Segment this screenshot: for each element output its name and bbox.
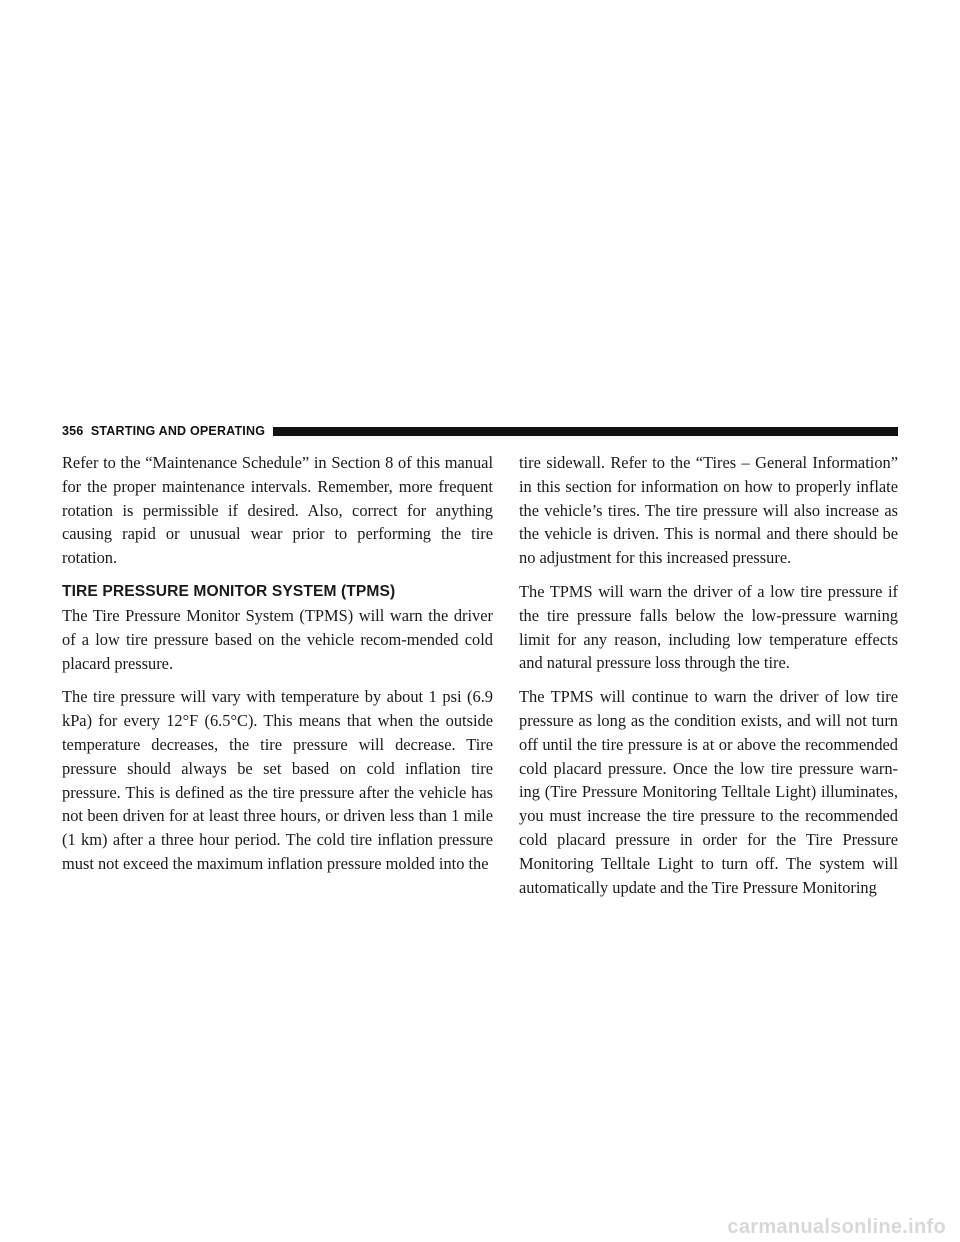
page-number: 356	[62, 424, 84, 438]
section-heading: TIRE PRESSURE MONITOR SYSTEM (TPMS)	[62, 582, 396, 600]
body-paragraph: The tire pressure will vary with temperature by about 1 psi (6.9 kPa) for every 12°F (6.5°C). This means that when the outside temperature decreases, the tire pressure will decrease. Tire pressure should always be set based on cold inflation tire pressure. This is defined as the tire pressure after the vehicle has not been driven for at least three hours, or driven less than 1 mile (1 km) after a three hour period. The cold tire inflation pressure must not exceed the maximum inflation pressure molded into the	[62, 687, 493, 873]
section-title: STARTING AND OPERATING	[90, 424, 266, 438]
watermark	[0, 1212, 960, 1242]
watermark-text: carmanualsonline.info	[727, 1215, 946, 1238]
body-paragraph: The TPMS will continue to warn the driver of low tire pressure as long as the condition exists, and will not turn off until the tire pressure is at or above the recommended cold placard pressure. Once the low tire pressure warn-ing (Tire Pressure Monitoring Telltale Light) illuminates, you must increase the tire pressure to the recommended cold placard pressure in order for the Tire Pressure Monitoring Telltale Light to turn off. The system will automatically update and the Tire Pressure Monitoring	[519, 687, 898, 897]
left-column	[62, 451, 493, 886]
header-rule	[273, 427, 898, 436]
page-header	[62, 424, 898, 438]
page-header-text	[62, 424, 273, 438]
body-paragraph: The Tire Pressure Monitor System (TPMS) will warn the driver of a low tire pressure based on the vehicle recom-mended cold placard pressure.	[62, 605, 493, 673]
body-paragraph: tire sidewall. Refer to the “Tires – General Information” in this section for information on how to properly inflate the vehicle’s tires. The tire pressure will also increase as the vehicle is driven. This is normal and there should be no adjustment for this increased pressure.	[519, 453, 898, 568]
body-paragraph: Refer to the “Maintenance Schedule” in Section 8 of this manual for the proper maintenance intervals. Remember, more frequent rotation is permissible if desired. Also, correct for anything causing rapid or unusual wear prior to performing the tire rotation.	[62, 453, 493, 568]
body-paragraph: The TPMS will warn the driver of a low tire pressure if the tire pressure falls below the low-pressure warning limit for any reason, including low temperature effects and natural pressure loss through the tire.	[519, 581, 898, 673]
right-column	[519, 451, 898, 909]
